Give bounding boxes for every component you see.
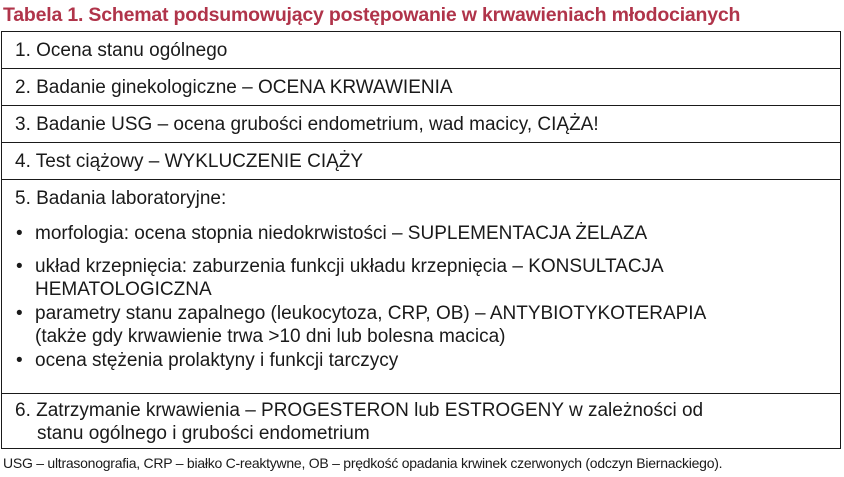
step-5-heading: 5. Badania laboratoryjne: bbox=[15, 188, 227, 209]
table-row-3 bbox=[2, 106, 840, 143]
table-row-2 bbox=[2, 69, 840, 106]
lab-bullet-line: parametry stanu zapalnego (leukocytoza, CRP, OB) – ANTYBIOTYKOTERAPIA bbox=[35, 303, 707, 324]
table-row-6 bbox=[2, 394, 840, 449]
bullet-icon: • bbox=[16, 256, 23, 277]
step-6-line: stanu ogólnego i grubości endometrium bbox=[37, 423, 370, 444]
bullet-icon: • bbox=[16, 303, 23, 324]
step-6-line: 6. Zatrzymanie krwawienia – PROGESTERON lub ESTROGENY w zależności od bbox=[15, 400, 704, 421]
table-row-5 bbox=[2, 180, 840, 394]
bullet-icon: • bbox=[16, 350, 23, 371]
lab-bullet-text bbox=[35, 302, 706, 348]
step-4-text: 4. Test ciążowy – WYKLUCZENIE CIĄŻY bbox=[15, 151, 364, 172]
summary-table bbox=[1, 31, 841, 449]
step-3-text: 3. Badanie USG – ocena grubości endometrium, wad macicy, CIĄŻA! bbox=[15, 114, 599, 135]
lab-bullet-line: (także gdy krwawienie trwa >10 dni lub bolesna macica) bbox=[35, 326, 506, 347]
table-footnote: USG – ultrasonografia, CRP – białko C-reaktywne, OB – prędkość opadania krwinek czerwonych (odczyn Biernackiego). bbox=[3, 455, 723, 471]
table-row-4 bbox=[2, 143, 840, 180]
table-row-1 bbox=[2, 32, 840, 69]
lab-bullet-text bbox=[35, 255, 664, 301]
lab-bullet-line: HEMATOLOGICZNA bbox=[35, 279, 212, 300]
step-2-text: 2. Badanie ginekologiczne – OCENA KRWAWIENIA bbox=[15, 77, 453, 98]
bullet-icon: • bbox=[16, 223, 23, 244]
lab-bullet-line: układ krzepnięcia: zaburzenia funkcji układu krzepnięcia – KONSULTACJA bbox=[35, 256, 664, 277]
step-6-text bbox=[15, 399, 832, 445]
table-title: Tabela 1. Schemat podsumowujący postępowanie w krwawieniach młodocianych bbox=[3, 4, 741, 26]
step-1-text: 1. Ocena stanu ogólnego bbox=[15, 40, 228, 61]
lab-bullet-text: ocena stężenia prolaktyny i funkcji tarczycy bbox=[35, 350, 399, 371]
lab-bullet-text: morfologia: ocena stopnia niedokrwistości – SUPLEMENTACJA ŻELAZA bbox=[35, 223, 648, 244]
